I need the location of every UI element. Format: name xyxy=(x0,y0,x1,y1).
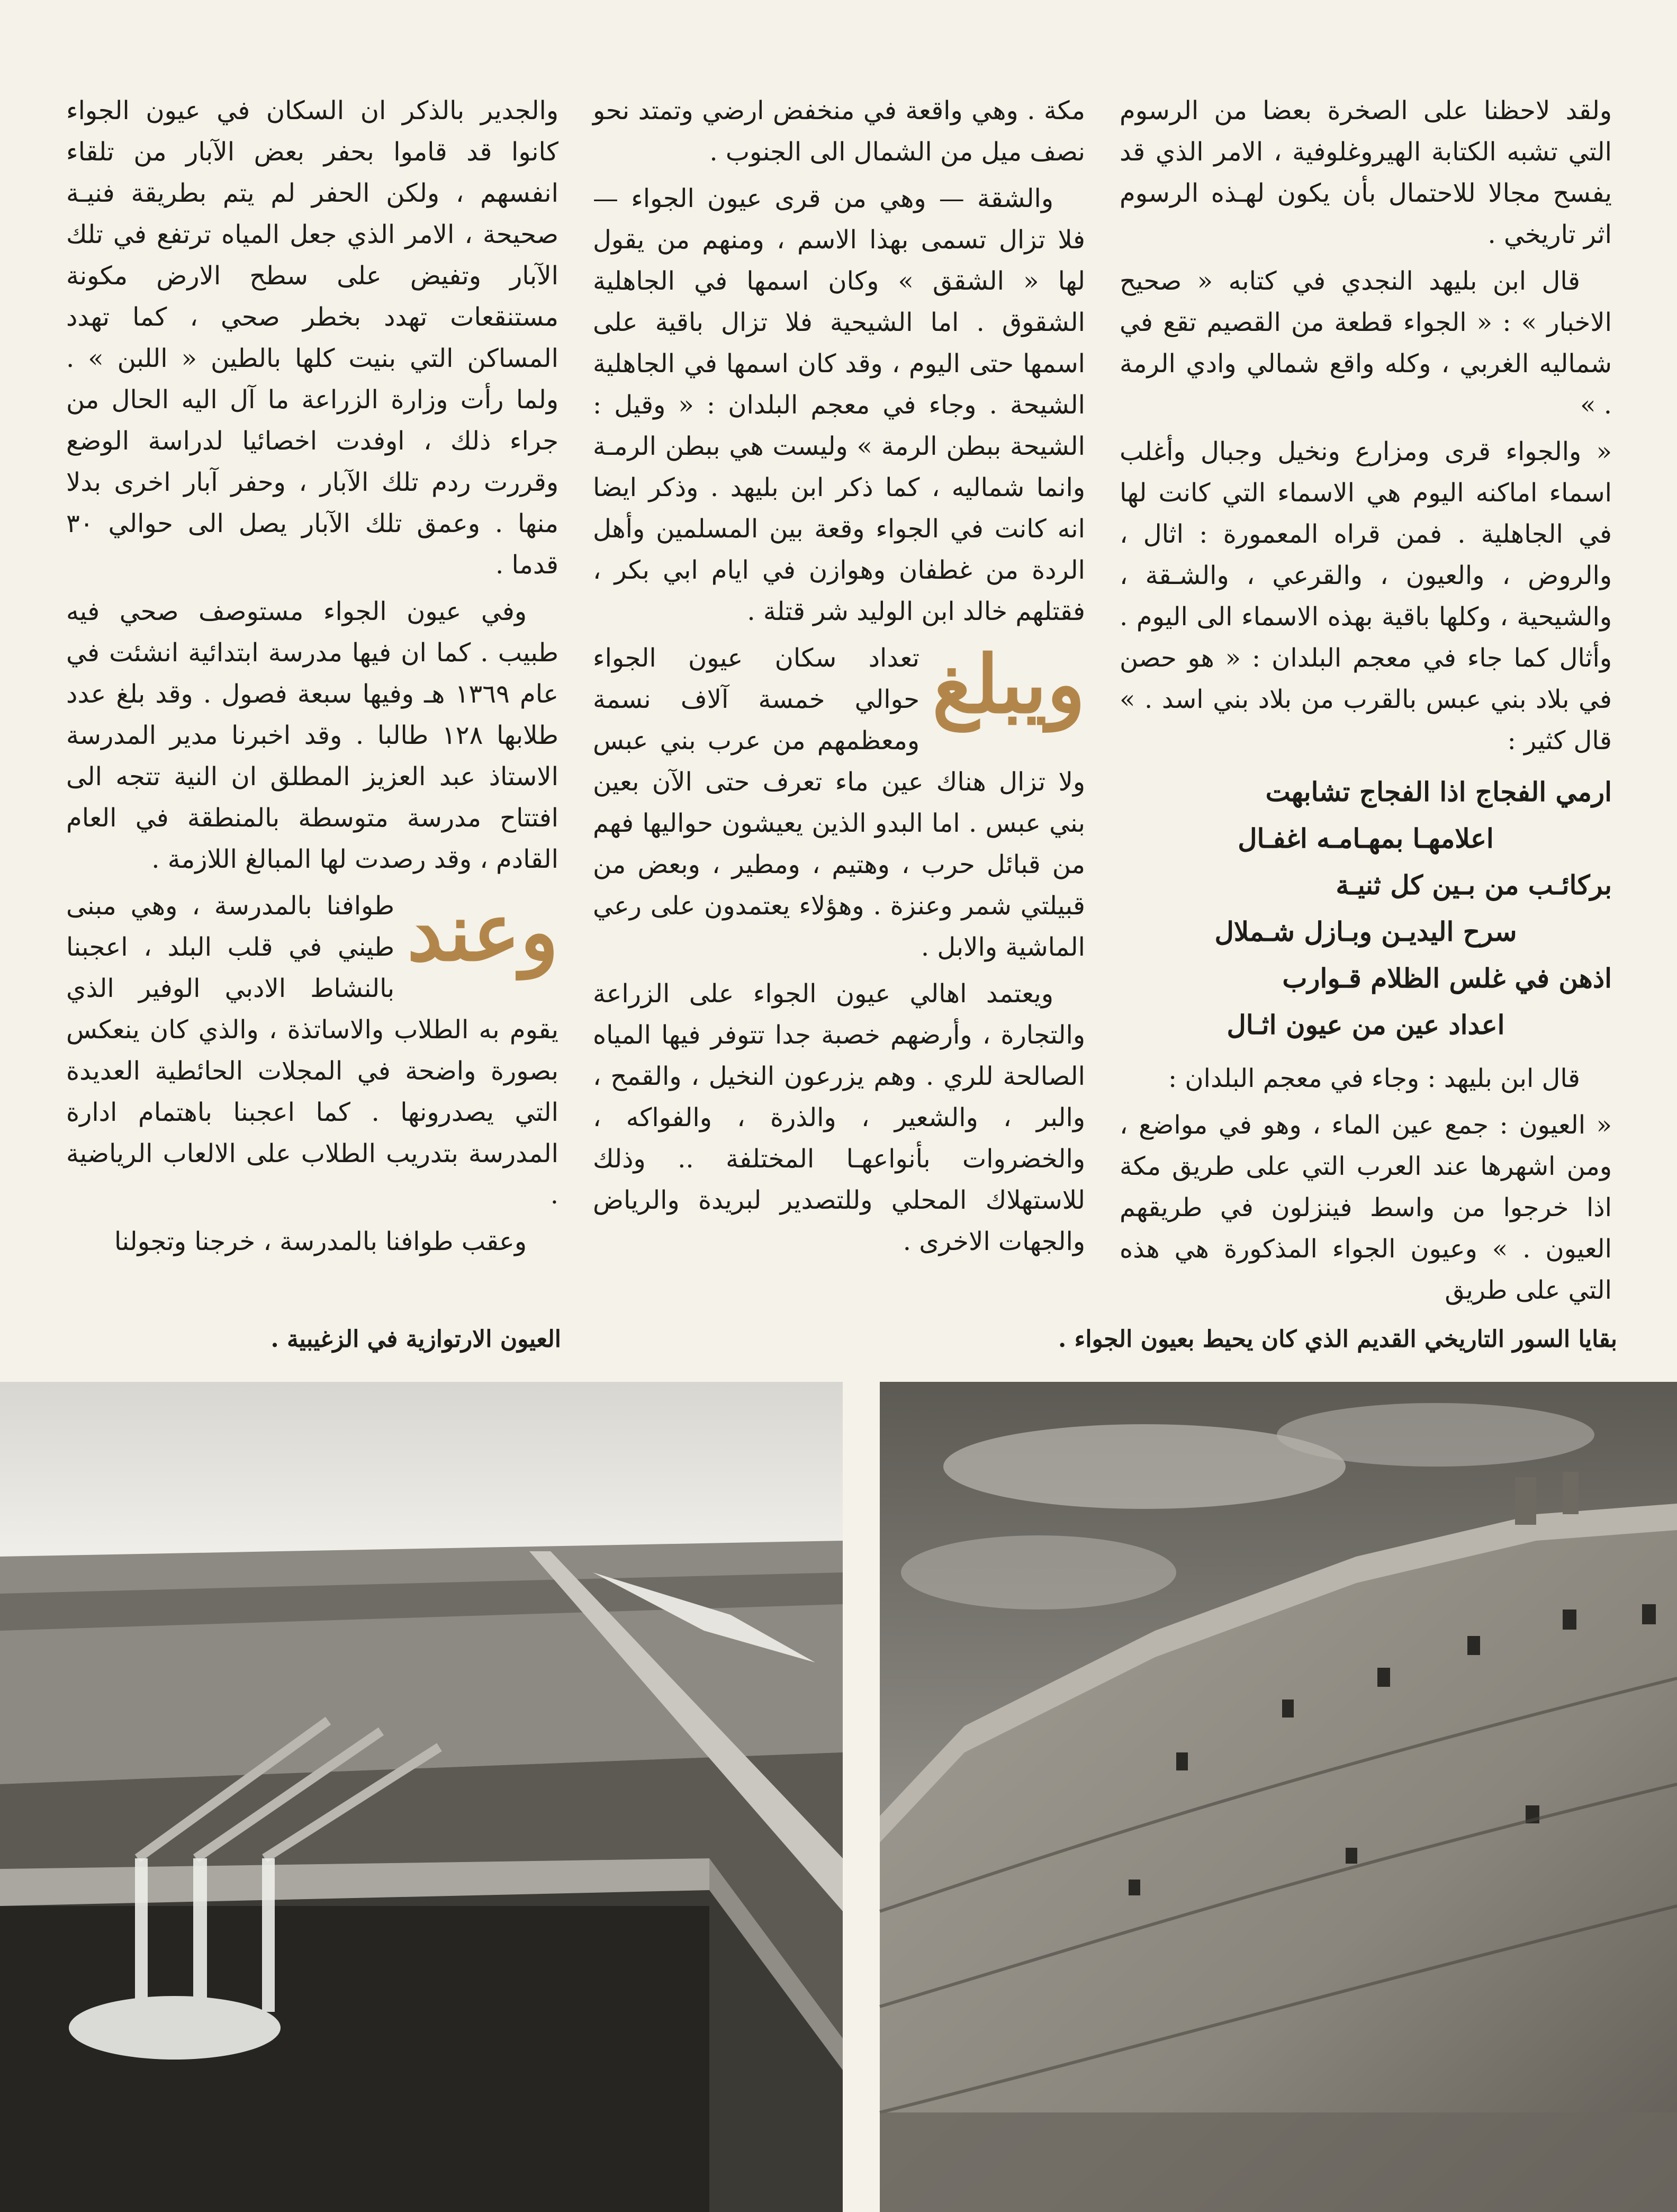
poem-line: اذهن في غلس الظلام قـوارب xyxy=(1282,963,1612,994)
photo-artesian-wells xyxy=(0,1382,843,2212)
paragraph: والشقة — وهي من قرى عيون الجواء — فلا تزال تسمى بهذا الاسم ، ومنهم من يقول لها « الشقق » وكان اسمها في الجاهلية الشقوق . اما الشيحية فلا تزال باقية على اسمها حتى اليوم ، وقد كان اسمها في الجاهلية الشيحة . وجاء في معجم البلدان : « وقيل : الشيحة ببطن الرمة » وليست هي ببطن الرمـة وانما شماليه ، كما ذكر ابن بليهد . وذكر ايضا انه كانت في الجواء وقعة بين المسلمين وأهل الردة من غطفان وهوازن في ايام ابي بكر ، فقتلهم خالد ابن الوليد شر قتلة . xyxy=(593,184,1086,626)
paragraph: قال ابن بليهد : وجاء في معجم البلدان : xyxy=(1168,1064,1580,1093)
paragraph-text: تعداد سكان عيون الجواء حوالي خمسة آلاف نسمة ومعظمهم من عرب بني عبس ولا تزال هناك عين ماء تعرف حتى الآن بعين بني عبس . اما البدو الذين يعيشون حواليها فهم من قبائل حرب ، وهتيم ، ومطير ، وبعض من قبيلتي شمر وعنزة . وهؤلاء يعتمدون على رعي الماشية والابل . xyxy=(593,643,1085,962)
paragraph: وعقب طوافنا بالمدرسة ، خرجنا وتجولنا xyxy=(114,1227,527,1256)
article-column-2 xyxy=(593,90,1085,1255)
poem-line: سرح اليديـن وبـازل شـملال xyxy=(1214,916,1517,947)
drop-cap-word: وعند xyxy=(407,886,558,979)
photo-caption-wells: العيون الارتوازية في الزغيبية . xyxy=(271,1326,561,1353)
paragraph: « والجواء قرى ومزارع ونخيل وجبال وأغلب اسماء اماكنه اليوم هي الاسماء التي كانت لها في الجاهلية . فمن قراه المعمورة : اثال ، والروض ، والعيون ، والقرعي ، والشـقة ، والشيحية ، وكلها باقية بهذه الاسماء الى اليوم . وأثال كما جاء في معجم البلدان : « هو حصن في بلاد بني عبس بالقرب من بلاد بني اسد . » قال كثير : xyxy=(1120,437,1612,756)
paragraph: ويعتمد اهالي عيون الجواء على الزراعة والتجارة ، وأرضهم خصبة جدا تتوفر فيها المياه الصالحة للري . وهم يزرعون النخيل ، والقمح ، والبر ، والشعير ، والذرة ، والفواكه ، والخضروات بأنواعهـا المختلفة .. وذلك للاستهلاك المحلي وللتصدير لبريدة والرياض والجهات الاخرى . xyxy=(593,979,1085,1256)
paragraph-with-drop-cap xyxy=(593,637,1085,968)
article-column-1 xyxy=(1120,90,1612,1305)
paragraph: وفي عيون الجواء مستوصف صحي فيه طبيب . كما ان فيها مدرسة ابتدائية انشئت في عام ١٣٦٩ هـ وفيها سبعة فصول . وقد بلغ عدد طلابها ١٢٨ طالبا . وقد اخبرنا مدير المدرسة الاستاذ عبد العزيز المطلق ان النية تتجه الى افتتاح مدرسة متوسطة بالمنطقة في العام القادم ، وقد رصدت لها المبالغ اللازمة . xyxy=(66,597,559,874)
paragraph: « العيون : جمع عين الماء ، وهو في مواضع ، ومن اشهرها عند العرب التي على طريق مكة اذا خرجوا من واسط فينزلون في طريقهم العيون . » وعيون الجواء المذكورة هي هذه التي على طريق xyxy=(1120,1110,1612,1305)
photo-caption-wall: بقايا السور التاريخي القديم الذي كان يحيط بعيون الجواء . xyxy=(1058,1326,1617,1353)
poem-line: بركائـب من بـين كل ثنيـة xyxy=(1336,869,1612,901)
wall-photo-illustration xyxy=(880,1382,1677,2212)
paragraph: قال ابن بليهد النجدي في كتابه « صحيح الاخبار » : « الجواء قطعة من القصيم تقع في شماليه الغربي ، وكله واقع شمالي وادي الرمة . » xyxy=(1120,266,1612,420)
poem xyxy=(1120,769,1612,1048)
poem-line: اعلامهـا بمهـامـه اغفـال xyxy=(1238,823,1494,854)
photo-historic-wall xyxy=(880,1382,1677,2212)
paragraph: مكة . وهي واقعة في منخفض ارضي وتمتد نحو نصف ميل من الشمال الى الجنوب . xyxy=(593,96,1085,167)
paragraph: والجدير بالذكر ان السكان في عيون الجواء كانوا قد قاموا بحفر بعض الآبار من تلقاء انفسهم ، ولكن الحفر لم يتم بطريقة فنيـة صحيحة ، الامر الذي جعل المياه ترتفع في تلك الآبار وتفيض على سطح الارض مكونة مستنقعات تهدد بخطر صحي ، كما تهدد المساكن التي بنيت كلها بالطين « اللبن » . ولما رأت وزارة الزراعة ما آل اليه الحال من جراء ذلك ، اوفدت اخصائيا لدراسة الوضع وقررت ردم تلك الآبار ، وحفر آبار اخرى بدلا منها . وعمق تلك الآبار يصل الى حوالي ٣٠ قدما . xyxy=(66,96,558,580)
drop-cap-word: ويبلغ xyxy=(932,638,1085,731)
paragraph: ولقد لاحظنا على الصخرة بعضا من الرسوم التي تشبه الكتابة الهيروغلوفية ، الامر الذي قد يفسح مجالا للاحتمال بأن يكون لهـذه الرسوم اثر تاريخي . xyxy=(1120,96,1612,249)
poem-line: ارمي الفجاج اذا الفجاج تشابهت xyxy=(1265,776,1612,807)
paragraph-with-drop-cap xyxy=(66,885,558,1216)
paragraph-text: طوافنا بالمدرسة ، وهي مبنى طيني في قلب البلد ، اعجبنا بالنشاط الادبي الوفير الذي يقوم به الطلاب والاساتذة ، والذي كان ينعكس بصورة واضحة في المجلات الحائطية العديدة التي يصدرونها . كما اعجبنا باهتمام ادارة المدرسة بتدريب الطلاب على الالعاب الرياضية . xyxy=(66,891,558,1210)
wells-photo-illustration xyxy=(0,1382,843,2212)
article-column-3 xyxy=(66,90,558,1255)
poem-line: اعداد عين من عيون اثـال xyxy=(1227,1009,1505,1040)
